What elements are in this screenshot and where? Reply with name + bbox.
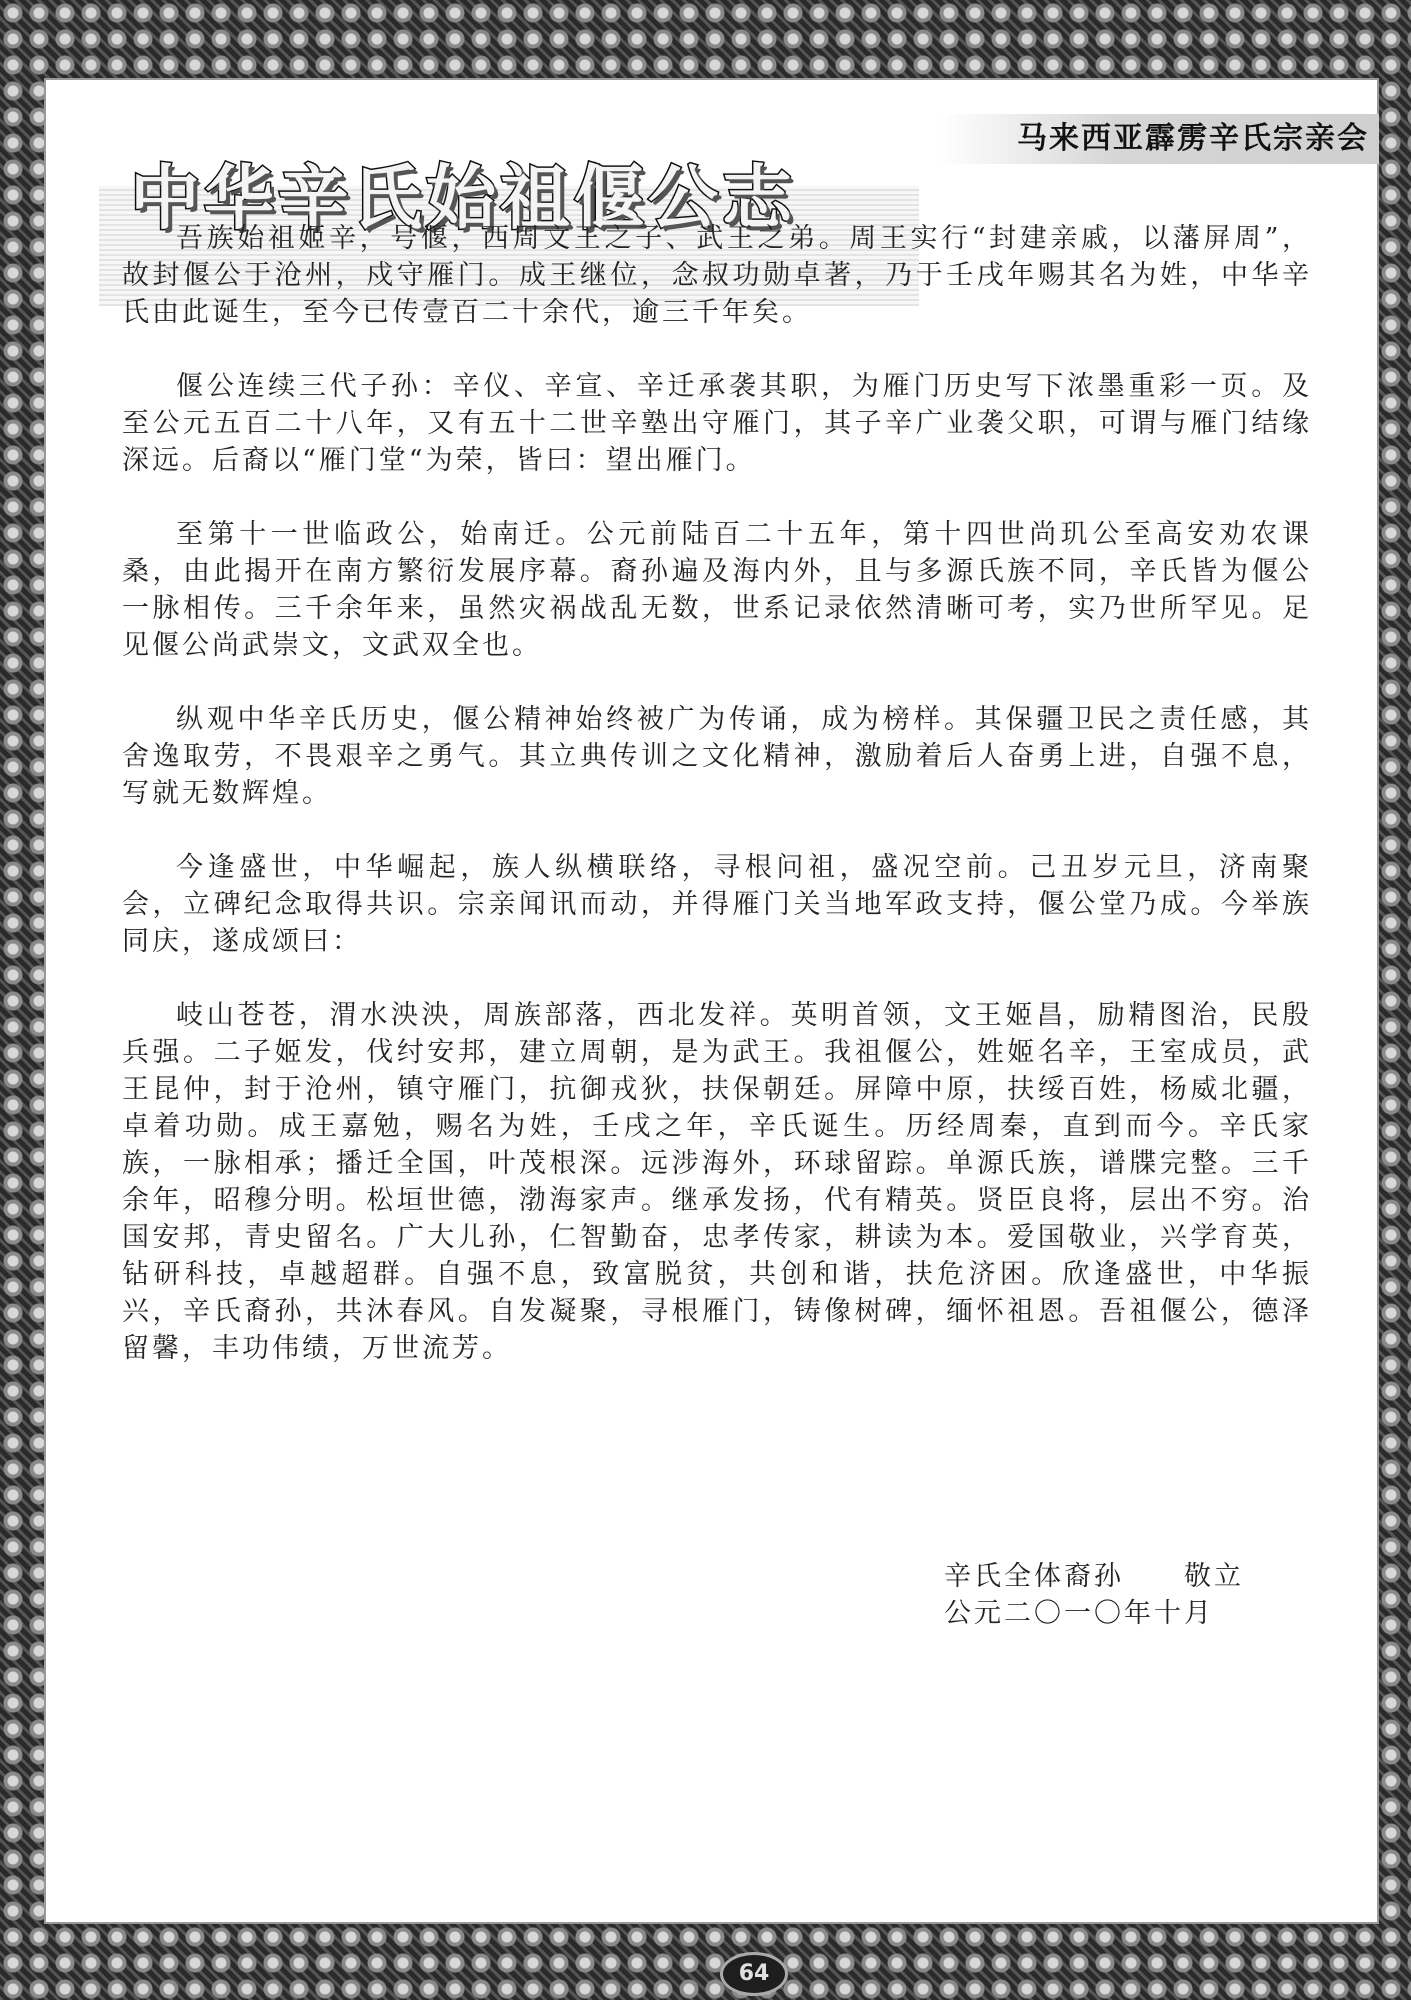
page-title: 中华辛氏始祖偃公志 [130, 156, 796, 239]
signature-line-1: 辛氏全体裔孙 敬立 [944, 1561, 1244, 1592]
paragraph-6-ode: 岐山苍苍，渭水泱泱，周族部落，西北发祥。英明首领，文王姬昌，励精图治，民殷兵强。二子姬发，伐纣安邦，建立周朝，是为武王。我祖偃公，姓姬名辛，王室成员，武王昆仲，封于沧州，镇守雁门，抗御戎狄，扶保朝廷。屏障中原，扶绥百姓，杨威北疆，卓着功勋。成王嘉勉，赐名为姓，壬戌之年，辛氏诞生。历经周秦，直到而今。辛氏家族，一脉相承；播迁全国，叶茂根深。远涉海外，环球留踪。单源氏族，谱牒完整。三千余年，昭穆分明。松垣世德，渤海家声。继承发扬，代有精英。贤臣良将，层出不穷。治国安邦，青史留名。广大儿孙，仁智勤奋，忠孝传家，耕读为本。爱国敬业，兴学育英，钻研科技，卓越超群。自强不息，致富脱贫，共创和谐，扶危济困。欣逢盛世，中华振兴，辛氏裔孙，共沐春风。自发凝聚，寻根雁门，铸像树碑，缅怀祖恩。吾祖偃公，德泽留馨，丰功伟绩，万世流芳。 [122, 1000, 1312, 1364]
org-banner: 马来西亚霹雳辛氏宗亲会 [939, 114, 1379, 164]
paragraph-2: 偃公连续三代子孙：辛仪、辛宣、辛迁承袭其职，为雁门历史写下浓墨重彩一页。及至公元五百二十八年，又有五十二世辛塾出守雁门，其子辛广业袭父职，可谓与雁门结缘深远。后裔以“雁门堂“为荣，皆曰：望出雁门。 [122, 371, 1312, 476]
paragraph-3: 至第十一世临政公，始南迁。公元前陆百二十五年，第十四世尚玑公至高安劝农课桑，由此揭开在南方繁衍发展序幕。裔孙遍及海内外，且与多源氏族不同，辛氏皆为偃公一脉相传。三千余年来，虽然灾祸战乱无数，世系记录依然清晰可考，实乃世所罕见。足见偃公尚武崇文，文武双全也。 [122, 519, 1312, 661]
signature-date: 公元二〇一〇年十月 [944, 1598, 1214, 1629]
page-number: 64 [720, 1952, 788, 1996]
article-body [122, 220, 1312, 1404]
signature-block [944, 1558, 1244, 1632]
paragraph-1: 吾族始祖姬辛，号偃，西周文王之子、武王之弟。周王实行“封建亲戚，以藩屏周”，故封偃公于沧州，戍守雁门。成王继位，念叔功勋卓著，乃于壬戌年赐其名为姓，中华辛氏由此诞生，至今已传壹百二十余代，逾三千年矣。 [122, 223, 1312, 328]
paragraph-4: 纵观中华辛氏历史，偃公精神始终被广为传诵，成为榜样。其保疆卫民之责任感，其舍逸取劳，不畏艰辛之勇气。其立典传训之文化精神，激励着后人奋勇上进，自强不息，写就无数辉煌。 [122, 704, 1312, 809]
paragraph-5: 今逢盛世，中华崛起，族人纵横联络，寻根问祖，盛况空前。己丑岁元旦，济南聚会，立碑纪念取得共识。宗亲闻讯而动，并得雁门关当地军政支持，偃公堂乃成。今举族同庆，遂成颂曰： [122, 852, 1312, 957]
